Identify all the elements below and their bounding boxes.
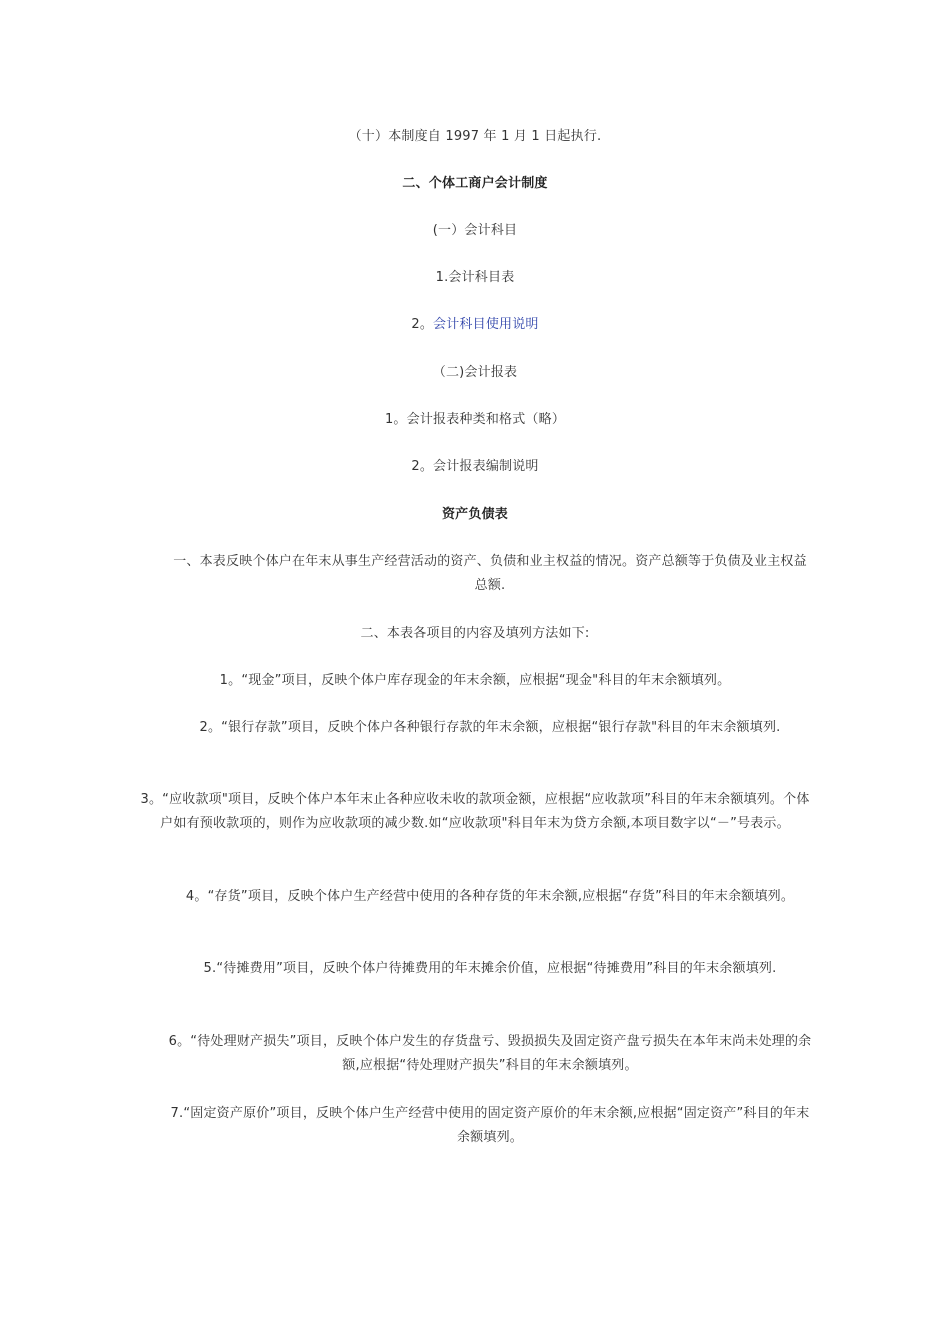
effective-date-paragraph: （十）本制度自 1997 年 1 月 1 日起执行. — [348, 129, 602, 144]
balance-sheet-heading: 资产负债表 — [441, 507, 508, 522]
subjects-usage-link[interactable]: 会计科目使用说明 — [433, 317, 539, 332]
item-report-types: 1。会计报表种类和格式（略） — [384, 412, 566, 427]
item-subjects-usage-number: 2。 — [411, 317, 434, 332]
item-subjects-usage — [0, 313, 950, 337]
items-method-paragraph: 二、本表各项目的内容及填列方法如下: — [360, 626, 590, 641]
subsection-accounting-subjects: (一）会计科目 — [432, 223, 518, 238]
item-bank-deposits: 2。“银行存款”项目，反映个体户各种银行存款的年末余额，应根据“银行存款"科目的年末余额填列. — [199, 720, 781, 735]
item-report-compilation: 2。会计报表编制说明 — [411, 459, 539, 474]
item-pending-property-loss: 6。“待处理财产损失”项目，反映个体户发生的存货盘亏、毁损损失及固定资产盘亏损失在本年末尚未处理的余额,应根据“待处理财产损失”科目的年末余额填列。 — [168, 1034, 812, 1073]
item-receivables: 3。“应收款项"项目，反映个体户本年末止各种应收未收的款项金额，应根据“应收款项”科目的年末余额填列。个体户如有预收款项的，则作为应收款项的减少数.如“应收款项"科目年末为贷方余额,本项目数字以“－”号表示。 — [140, 792, 810, 831]
item-prepaid-expenses: 5.“待摊费用”项目，反映个体户待摊费用的年末摊余价值，应根据“待摊费用”科目的年末余额填列. — [203, 961, 777, 976]
item-inventory: 4。“存货”项目，反映个体户生产经营中使用的各种存货的年末余额,应根据“存货”科目的年末余额填列。 — [185, 889, 795, 904]
subsection-accounting-reports: （二)会计报表 — [432, 365, 518, 380]
balance-sheet-intro-paragraph: 一、本表反映个体户在年末从事生产经营活动的资产、负债和业主权益的情况。资产总额等于负债及业主权益总额. — [173, 554, 807, 593]
item-subjects-table: 1.会计科目表 — [435, 270, 515, 285]
item-cash: 1。“现金”项目，反映个体户库存现金的年末余额，应根据“现金"科目的年末余额填列。 — [219, 673, 731, 688]
item-fixed-assets-cost: 7.“固定资产原价”项目，反映个体户生产经营中使用的固定资产原价的年末余额,应根据“固定资产”科目的年末余额填列。 — [170, 1106, 810, 1145]
section-heading-accounting-system: 二、个体工商户会计制度 — [402, 176, 548, 191]
